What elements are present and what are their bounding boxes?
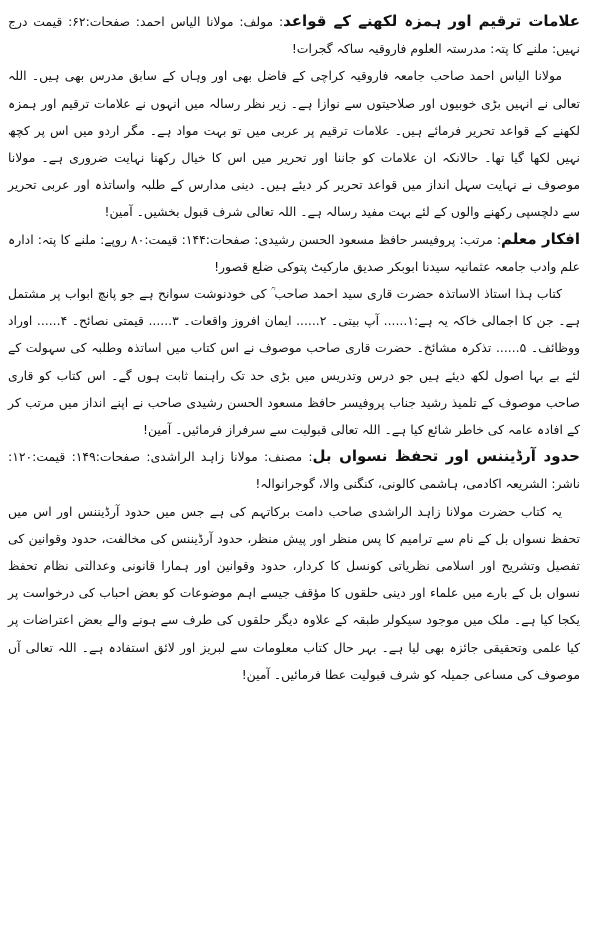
review-header — [8, 226, 580, 280]
review-title: افکار معلم — [501, 229, 580, 248]
review-body: کتاب ہذا استاذ الاساتذہ حضرت قاری سید احمد صاحب ؒ کی خودنوشت سوانح ہے جو پانچ ابواب پر مشتمل ہے۔ جن کا اجمالی خاکہ یہ ہے:۱...... آپ بیتی۔ ۲...... ایمان افروز واقعات۔ ۳...... قیمتی نصائح۔ ۴...... اوراد ووظائف۔ ۵...... تذکرہ مشائخ۔ حضرت قاری صاحب موصوف نے اس کتاب میں اساتذہ وطلبہ کی سہولت کے لئے بے بہا اصول لکھ دیئے ہیں جو درس وتدریس میں بڑی حد تک راہنما ثابت ہوں گے۔ اس کتاب کو قاری صاحب موصوف کے تلمیذ رشید جناب پروفیسر حافظ مسعود الحسن رشیدی صاحب نے اپنے انداز میں مرتب کر کے افادہ عامہ کی خاطر شائع کیا ہے۔ اللہ تعالی قبولیت سے سرفراز فرمائیں۔ آمین! — [8, 286, 580, 438]
review-meta: : مولف: مولانا الیاس احمد: صفحات:۶۲: قیمت درج نہیں: ملنے کا پتہ: مدرستہ العلوم فاروقیہ ساکہ گجرات! — [8, 14, 580, 57]
review-meta: : مصنف: مولانا زاہد الراشدی: صفحات:۱۴۹: قیمت:۱۲۰: ناشر: الشریعہ اکادمی، ہاشمی کالونی، کنگنی والا، گوجرانوالہ! — [8, 449, 580, 492]
review-body: یہ کتاب حضرت مولانا زاہد الراشدی صاحب دامت برکاتہم کی ہے جس میں حدود آرڈیننس اور اس میں تحفظ نسواں بل کے نام سے ترامیم کا پس منظر اور پیش منظر، حدود آرڈیننس کی مخالفت، حدود وقوانین کی تفصیل وتشریح اور اسلامی نظریاتی کونسل کا کردار، حدود وقوانین اور ہمارا قانونی وعدالتی نظام تحفظ نسواں بل کے بارے میں علماء اور دینی حلقوں کا مؤقف جیسے اہم موضوعات کو بعض احباب کی درخواست پر یکجا کیا ہے۔ ملک میں موجود سیکولر طبقہ کے علاوہ دیگر حلقوں کی طرف سے ہونے والے بعض اعتراضات پر کیا علمی وتحقیقی جائزہ بھی لیا ہے۔ بہر حال کتاب معلومات سے لبریز اور لائق استفادہ ہے۔ اللہ تعالی آں موصوف کی مساعی جمیلہ کو شرف قبولیت عطا فرمائیں۔ آمین! — [8, 503, 580, 682]
review-header — [8, 443, 580, 497]
review-title: علامات ترقیم اور ہمزہ لکھنے کے قواعد — [283, 12, 580, 30]
book-review-3 — [8, 443, 580, 688]
review-body: مولانا الیاس احمد صاحب جامعہ فاروقیہ کراچی کے فاضل بھی اور وہاں کے سابق مدرس بھی ہیں۔ اللہ تعالی نے انہیں بڑی خوبیوں اور صلاحیتوں سے نوازا ہے۔ زیر نظر رسالہ میں انہوں نے علامات ترقیم اور ہمزہ لکھنے کے قواعد تحریر فرمائے ہیں۔ علامات ترقیم پر عربی میں تو بہت مواد ہے۔ مگر اردو میں اس پر کچھ نہیں لکھا گیا تھا۔ حالانکہ ان علامات کو جاننا اور تحریر میں اس کا خیال رکھنا نہایت ضروری ہے۔ مولانا موصوف نے نہایت سہل انداز میں قواعد تحریر کر دیئے ہیں۔ دینی مدارس کے طلبہ واساتذہ اور عربی تحریر سے دلچسپی رکھنے والوں کے لئے بہت مفید رسالہ ہے۔ اللہ تعالی شرف قبول بخشیں۔ آمین! — [8, 68, 580, 220]
book-review-1 — [8, 8, 580, 226]
review-header — [8, 8, 580, 62]
review-title: حدود آرڈیننس اور تحفظ نسواں بل — [312, 447, 580, 466]
book-review-2 — [8, 226, 580, 444]
review-meta: : مرتب: پروفیسر حافظ مسعود الحسن رشیدی: صفحات:۱۴۴: قیمت:۸۰ روپے: ملنے کا پتہ: ادارہ علم وادب جامعہ عثمانیہ سیدنا ابوبکر صدیق مارکیٹ پتوکی ضلع قصور! — [8, 231, 580, 274]
